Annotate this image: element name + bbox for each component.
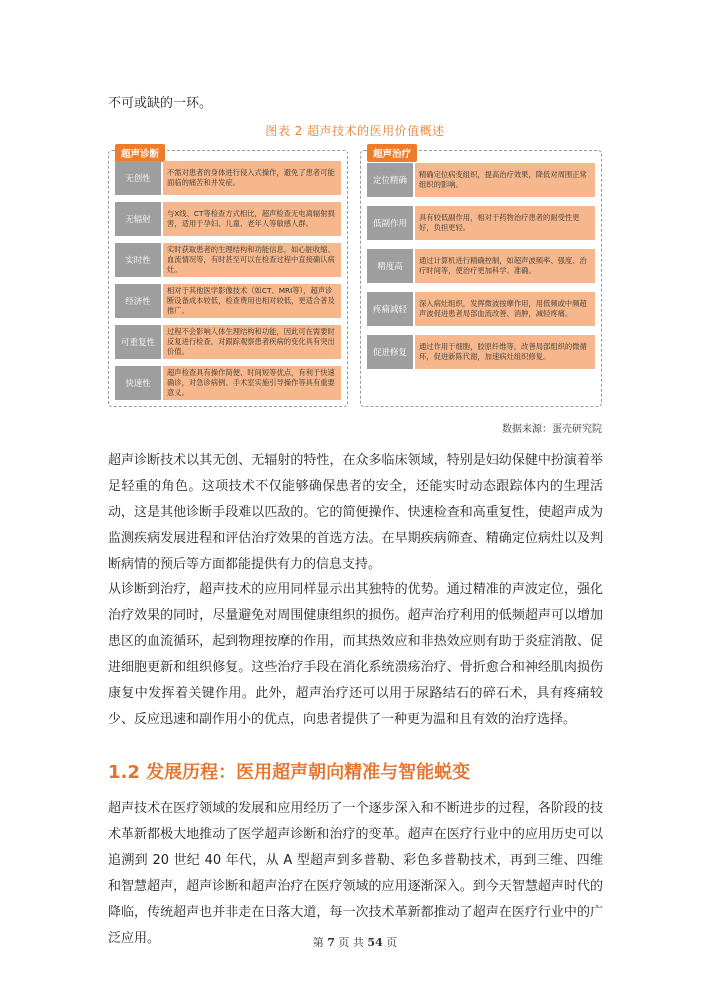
diagnosis-tag: 超声诊断 [115, 144, 165, 162]
row-description: 实时获取患者的生理结构和功能信息，如心脏收缩、血流情况等，有时甚至可以在检查过程中直接确认病灶。 [163, 243, 341, 277]
row-label: 可重复性 [115, 325, 161, 359]
page-footer [0, 934, 710, 950]
row-description: 相对于其他医学影像技术（如CT、MRI等），超声诊断设备成本较低，检查费用也相对较低，更适合普及推广。 [163, 284, 341, 318]
therapy-row [367, 249, 595, 283]
body-paragraph: 从诊断到治疗，超声技术的应用同样显示出其独特的优势。通过精准的声波定位，强化治疗效果的同时，尽量避免对周围健康组织的损伤。超声治疗利用的低频超声可以增加患区的血流循环，起到物理按摩的作用，而其热效应和非热效应则有助于炎症消散、促进细胞更新和组织修复。这些治疗手段在消化系统溃疡治疗、骨折愈合和神经肌肉损伤康复中发挥着关键作用。此外，超声治疗还可以用于尿路结石的碎石术，具有疼痛较少、反应迅速和副作用小的优点，向患者提供了一种更为温和且有效的治疗选择。 [108, 582, 603, 727]
body-paragraph: 超声诊断技术以其无创、无辐射的特性，在众多临床领域，特别是妇幼保健中扮演着举足轻重的角色。这项技术不仅能够确保患者的安全，还能实时动态跟踪体内的生理活动，这是其他诊断手段难以匹敌的。它的简便操作、快速检查和高重复性，使超声成为监测疾病发展进程和评估治疗效果的首选方法。在早期疾病筛查、精确定位病灶以及判断病情的预后等方面都能提供有力的信息支持。 [108, 453, 603, 572]
footer-suffix: 页 [386, 936, 398, 949]
row-description: 超声检查具有操作简便、时间短等优点，有利于快速确诊，对急诊病例、手术室实施引导操作等具有重要意义。 [163, 366, 341, 400]
diagnosis-row [115, 243, 341, 277]
row-label: 经济性 [115, 284, 161, 318]
row-description: 通过作用于细胞，胶原纤维等，改善局部组织的微循环，促进新陈代谢，加速病灶组织修复。 [415, 335, 595, 369]
paragraph-continuation: 不可或缺的一环。 [108, 96, 213, 111]
row-description: 具有较低副作用，相对于药物治疗患者的耐受性更好，负担更轻。 [415, 206, 595, 240]
row-label: 无辐射 [115, 202, 161, 236]
diagnosis-row [115, 325, 341, 359]
figure-title: 图表 2 超声技术的医用价值概述 [265, 124, 445, 138]
body-paragraph: 超声技术在医疗领域的发展和应用经历了一个逐步深入和不断进步的过程，各阶段的技术革新都极大地推动了医学超声诊断和治疗的变革。超声在医疗行业中的应用历史可以追溯到 20 世纪 40 年代，从 A 型超声到多普勒、彩色多普勒技术，再到三维、四维和智慧超声，超声诊断和超声治疗在医疗领域的应用逐渐深入。到今天智慧超声时代的降临，传统超声也并非走在日落大道，每一次技术革新都推动了超声在医疗行业中的广泛应用。 [108, 801, 603, 946]
diagnosis-row [115, 366, 341, 400]
figure-source: 数据来源：蛋壳研究院 [502, 424, 602, 435]
row-label: 疼痛减轻 [367, 292, 413, 326]
section-heading: 1.2 发展历程：医用超声朝向精准与智能蜕变 [108, 762, 471, 783]
row-label: 低副作用 [367, 206, 413, 240]
current-page-number: 7 [327, 936, 335, 949]
row-description: 深入病灶组织，发挥微波按摩作用，用低频或中频超声波促进患者局部血流改善、消肿，减轻疼痛。 [415, 292, 595, 326]
therapy-panel [360, 150, 602, 407]
row-label: 无创性 [115, 161, 161, 195]
footer-mid: 页 共 [338, 936, 364, 949]
diagnosis-row [115, 161, 341, 195]
row-description: 与X线、CT等检查方式相比，超声检查无电离辐射损害，适用于孕妇、儿童、老年人等敏感人群。 [163, 202, 341, 236]
row-description: 通过计算机进行精确控制，如超声波频率、强度、治疗时间等，使治疗更加科学、准确。 [415, 249, 595, 283]
row-label: 实时性 [115, 243, 161, 277]
therapy-row [367, 335, 595, 369]
therapy-row [367, 292, 595, 326]
total-page-number: 54 [367, 936, 383, 949]
footer-prefix: 第 [312, 936, 324, 949]
diagnosis-row [115, 284, 341, 318]
row-label: 促进修复 [367, 335, 413, 369]
row-description: 过程不会影响人体生理结构和功能，因此可在需要时反复进行检查，对跟踪观察患者疾病的变化具有突出价值。 [163, 325, 341, 359]
therapy-row [367, 163, 595, 197]
therapy-tag: 超声治疗 [367, 144, 417, 162]
diagnosis-panel [108, 150, 348, 407]
row-description: 精确定位病变组织，提高治疗效果，降低对周围正常组织的影响。 [415, 163, 595, 197]
row-label: 精度高 [367, 249, 413, 283]
diagnosis-row [115, 202, 341, 236]
row-label: 快速性 [115, 366, 161, 400]
therapy-row [367, 206, 595, 240]
row-label: 定位精确 [367, 163, 413, 197]
row-description: 不需对患者的身体进行侵入式操作，避免了患者可能面临的痛苦和并发症。 [163, 161, 341, 195]
